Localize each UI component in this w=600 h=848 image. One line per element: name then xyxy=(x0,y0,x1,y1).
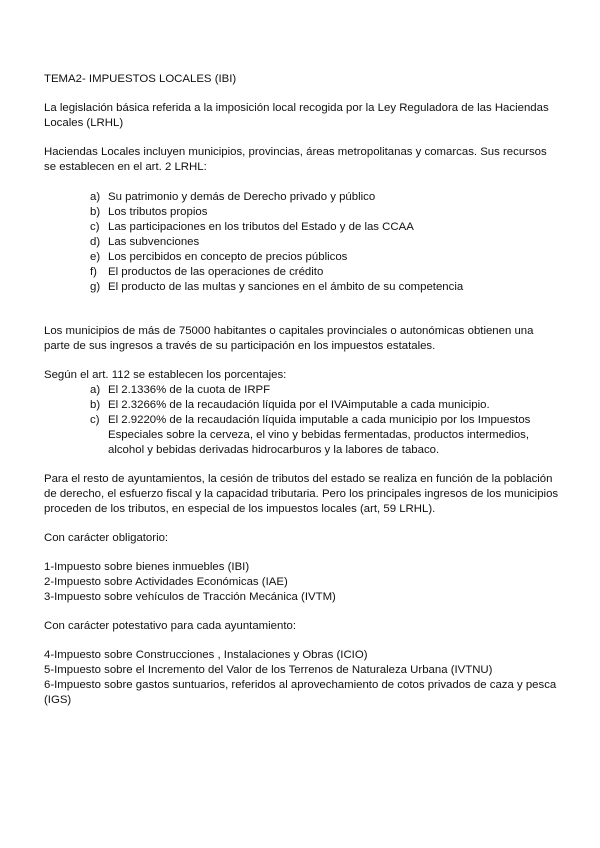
list-marker: a) xyxy=(90,191,101,203)
list-item-text: El 2.9220% de la recaudación líquida imputable a cada municipio por los Impuestos Especiales sobre la cerveza, el vino y bebidas fermentadas, productos intermedios, alcohol y bebidas derivadas hidrocarburos y la labores de tabaco. xyxy=(108,414,531,456)
list-item xyxy=(90,413,560,458)
potestativo-heading: Con carácter potestativo para cada ayuntamiento: xyxy=(44,620,297,632)
list-item xyxy=(90,235,560,250)
list-item xyxy=(90,398,560,413)
list-marker: f) xyxy=(90,266,97,278)
list-marker: e) xyxy=(90,251,101,263)
list-marker: c) xyxy=(90,221,100,233)
list-marker: a) xyxy=(90,384,101,396)
resto-paragraph: Para el resto de ayuntamientos, la cesión de tributos del estado se realiza en función de la población de derecho, el esfuerzo fiscal y la capacidad tributaria. Pero los principales ingresos de los municipios proceden de los tributos, en especial de los impuestos locales (art, 59 LRHL). xyxy=(44,473,559,515)
list-item-text: Las subvenciones xyxy=(108,236,200,248)
list-item-text: Los percibidos en concepto de precios públicos xyxy=(108,251,348,263)
list-item: 2-Impuesto sobre Actividades Económicas (IAE) xyxy=(44,576,288,588)
potestativo-list xyxy=(44,648,560,708)
list-item xyxy=(90,250,560,265)
list-marker: b) xyxy=(90,206,101,218)
list-item-text: Las participaciones en los tributos del Estado y de las CCAA xyxy=(108,221,414,233)
list-item-text: El 2.3266% de la recaudación líquida por el IVAimputable a cada municipio. xyxy=(108,399,490,411)
list-marker: b) xyxy=(90,399,101,411)
list-item xyxy=(90,265,560,280)
list-item-text: Su patrimonio y demás de Derecho privado y público xyxy=(108,191,376,203)
intro-paragraph: La legislación básica referida a la imposición local recogida por la Ley Reguladora de las Haciendas Locales (LRHL) xyxy=(44,102,549,129)
list-item: 4-Impuesto sobre Construcciones , Instalaciones y Obras (ICIO) xyxy=(44,649,368,661)
obligatorio-heading: Con carácter obligatorio: xyxy=(44,532,169,544)
document-title: TEMA2- IMPUESTOS LOCALES (IBI) xyxy=(44,73,237,85)
resources-list xyxy=(90,190,560,295)
list-marker: c) xyxy=(90,414,100,426)
list-item xyxy=(90,280,560,295)
list-marker: g) xyxy=(90,281,101,293)
list-item-text: Los tributos propios xyxy=(108,206,208,218)
list-item xyxy=(90,190,560,205)
list-item-text: El 2.1336% de la cuota de IRPF xyxy=(108,384,271,396)
resources-intro-paragraph: Haciendas Locales incluyen municipios, provincias, áreas metropolitanas y comarcas. Sus recursos se establecen en el art. 2 LRHL: xyxy=(44,146,547,173)
list-item-text: El productos de las operaciones de crédito xyxy=(108,266,324,278)
list-item: 1-Impuesto sobre bienes inmuebles (IBI) xyxy=(44,561,250,573)
list-item-text: El producto de las multas y sanciones en el ámbito de su competencia xyxy=(108,281,464,293)
list-item xyxy=(90,220,560,235)
list-item: 6-Impuesto sobre gastos suntuarios, referidos al aprovechamiento de cotos privados de caza y pesca (IGS) xyxy=(44,679,557,706)
obligatorio-list xyxy=(44,560,560,605)
list-item xyxy=(90,383,560,398)
list-item: 5-Impuesto sobre el Incremento del Valor de los Terrenos de Naturaleza Urbana (IVTNU) xyxy=(44,664,493,676)
list-marker: d) xyxy=(90,236,101,248)
municipios-paragraph: Los municipios de más de 75000 habitantes o capitales provinciales o autonómicas obtienen una parte de sus ingresos a través de su participación en los impuestos estatales. xyxy=(44,325,534,352)
percentages-list xyxy=(90,383,560,458)
list-item: 3-Impuesto sobre vehículos de Tracción Mecánica (IVTM) xyxy=(44,591,336,603)
percentages-intro: Según el art. 112 se establecen los porcentajes: xyxy=(44,369,287,381)
list-item xyxy=(90,205,560,220)
